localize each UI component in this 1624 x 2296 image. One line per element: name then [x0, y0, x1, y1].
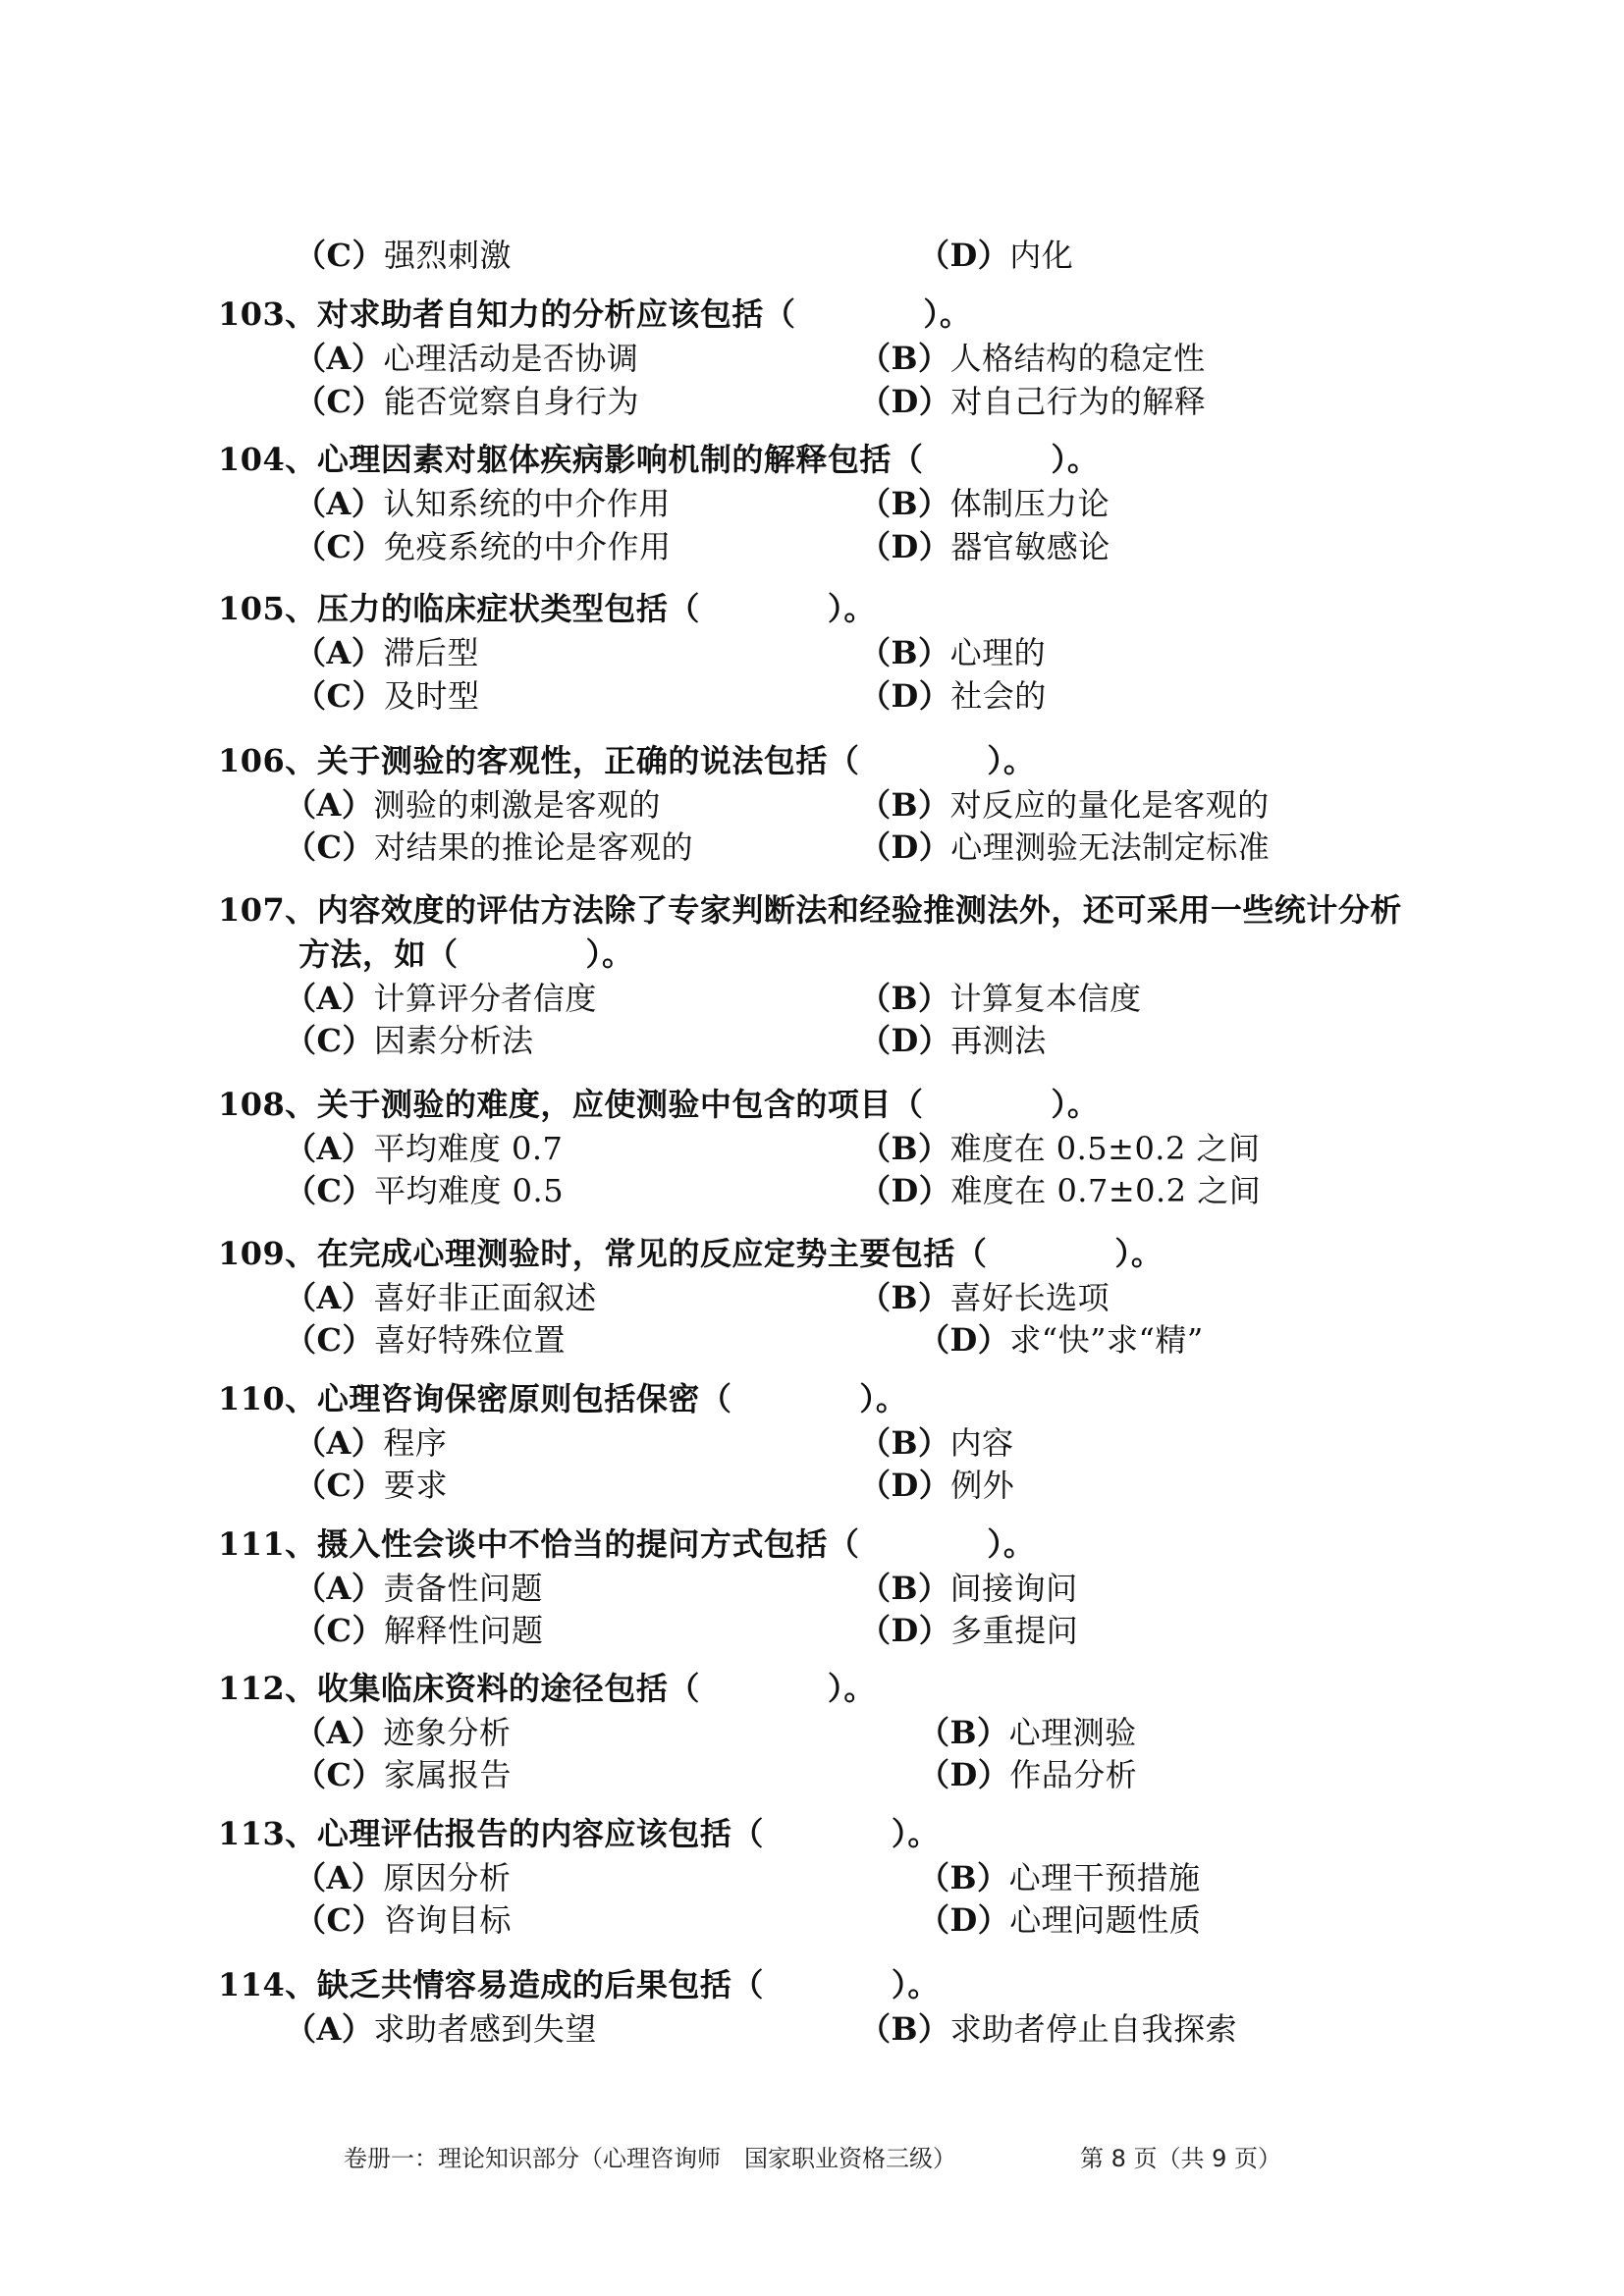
- question-111-option-d: [859, 1611, 1078, 1650]
- question-105-stem: [218, 589, 876, 628]
- footer-volume-title: 卷册一：理论知识部分（心理咨询师 国家职业资格三级）: [344, 2145, 956, 2172]
- question-112-option-d: [918, 1755, 1137, 1794]
- question-107-stem-continued: 方法，如（ ）。: [298, 935, 634, 973]
- option-text: 滞后型: [383, 634, 479, 671]
- question-109-option-a: [285, 1278, 597, 1317]
- question-104-stem: [218, 440, 1099, 479]
- question-number: 104、: [218, 441, 317, 478]
- question-stem-text: 心理因素对躯体疾病影响机制的解释包括（ ）。: [316, 441, 1100, 478]
- question-110-option-a: [295, 1423, 447, 1463]
- question-stem-text: 对求助者自知力的分析应该包括（ ）。: [316, 295, 972, 333]
- option-text: 程序: [383, 1424, 448, 1462]
- option-label: （A）: [285, 786, 374, 824]
- question-107-option-c: [285, 1021, 534, 1060]
- question-103-option-b: [859, 339, 1206, 378]
- question-107-stem: [218, 890, 1402, 930]
- question-112-option-c: [295, 1755, 512, 1794]
- question-number: 114、: [218, 1966, 317, 2003]
- option-label: （D）: [859, 828, 951, 866]
- option-label: （D）: [918, 1756, 1010, 1793]
- option-label: （B）: [859, 786, 950, 824]
- option-text: 内化: [1009, 237, 1074, 274]
- option-label: （C）: [295, 1467, 384, 1504]
- option-text: 平均难度 0.7: [373, 1130, 564, 1167]
- question-104-option-a: [295, 484, 671, 523]
- question-109-option-b: [859, 1278, 1110, 1317]
- question-108-option-b: [859, 1129, 1261, 1168]
- option-text: 咨询目标: [383, 1901, 512, 1939]
- option-label: （A）: [295, 340, 384, 377]
- option-label: （D）: [859, 528, 951, 565]
- question-stem-text: 收集临床资料的途径包括（ ）。: [316, 1670, 876, 1707]
- option-label: （A）: [295, 1859, 384, 1896]
- question-111-option-a: [295, 1569, 543, 1608]
- question-113-option-d: [918, 1900, 1201, 1940]
- option-text: 难度在 0.7±0.2 之间: [950, 1172, 1262, 1209]
- question-stem-text: 内容效度的评估方法除了专家判断法和经验推测法外，还可采用一些统计分析: [316, 891, 1402, 929]
- option-label: （D）: [859, 1172, 951, 1209]
- question-stem-text: 关于测验的难度，应使测验中包含的项目（ ）。: [316, 1086, 1100, 1123]
- option-label: （B）: [859, 340, 950, 377]
- option-label: （C）: [295, 1756, 384, 1793]
- option-label: （B）: [859, 980, 950, 1017]
- question-111-option-b: [859, 1569, 1078, 1608]
- option-label: （A）: [285, 2010, 374, 2048]
- option-label: （D）: [859, 677, 951, 715]
- question-stem-text: 心理咨询保密原则包括保密（ ）。: [316, 1380, 908, 1417]
- option-label: （C）: [295, 1612, 384, 1649]
- question-107-option-d: [859, 1021, 1047, 1060]
- option-label: （A）: [295, 485, 384, 522]
- question-111-stem: [218, 1524, 1035, 1564]
- option-label: （D）: [918, 1321, 1010, 1359]
- option-text: 喜好非正面叙述: [373, 1279, 597, 1316]
- option-text: 对反应的量化是客观的: [949, 786, 1270, 824]
- option-label: （B）: [859, 1424, 950, 1462]
- option-text: 及时型: [383, 677, 480, 715]
- question-111-option-c: [295, 1611, 544, 1650]
- question-104-option-d: [859, 527, 1110, 566]
- question-stem-text: 关于测验的客观性，正确的说法包括（ ）。: [316, 742, 1036, 779]
- question-104-option-b: [859, 484, 1110, 523]
- option-label: （D）: [918, 237, 1010, 274]
- question-number: 108、: [218, 1086, 317, 1123]
- question-105-option-b: [859, 633, 1046, 672]
- option-text: 测验的刺激是客观的: [373, 786, 661, 824]
- question-113-stem: [218, 1814, 940, 1853]
- question-113-option-a: [295, 1858, 511, 1897]
- option-text: 解释性问题: [383, 1612, 544, 1649]
- option-label: （A）: [295, 1714, 384, 1751]
- option-text: 计算评分者信度: [373, 980, 597, 1017]
- option-text: 求助者停止自我探索: [949, 2010, 1238, 2048]
- question-108-stem: [218, 1085, 1099, 1124]
- option-text: 心理测验无法制定标准: [950, 828, 1271, 866]
- option-text: 间接询问: [949, 1570, 1078, 1607]
- question-stem-text: 摄入性会谈中不恰当的提问方式包括（ ）。: [316, 1525, 1036, 1563]
- option-label: （C）: [285, 1321, 374, 1359]
- question-106-option-d: [859, 828, 1270, 867]
- option-label: （A）: [285, 980, 374, 1017]
- footer-page-number: 第 8 页（共 9 页）: [1080, 2145, 1282, 2172]
- question-103-stem: [218, 294, 971, 334]
- question-number: 112、: [218, 1670, 317, 1707]
- option-text: 社会的: [950, 677, 1047, 715]
- question-110-option-c: [295, 1466, 448, 1505]
- option-label: （B）: [859, 634, 950, 671]
- option-text: 内容: [949, 1424, 1014, 1462]
- option-text: 心理干预措施: [1008, 1859, 1201, 1896]
- question-104-option-c: [295, 527, 672, 566]
- question-106-option-b: [859, 785, 1270, 825]
- question-113-option-c: [295, 1900, 512, 1940]
- question-number: 107、: [218, 891, 317, 929]
- option-label: （C）: [295, 237, 384, 274]
- question-number: 113、: [218, 1815, 317, 1852]
- option-text: 作品分析: [1009, 1756, 1138, 1793]
- question-114-stem: [218, 1965, 940, 2004]
- question-110-stem: [218, 1379, 907, 1418]
- option-text: 原因分析: [383, 1859, 512, 1896]
- option-text: 迹象分析: [383, 1714, 512, 1751]
- option-text: 责备性问题: [383, 1570, 543, 1607]
- option-label: （D）: [859, 383, 951, 420]
- question-106-option-a: [285, 785, 661, 825]
- option-text: 因素分析法: [373, 1022, 534, 1059]
- option-text: 求“快”求“精”: [1009, 1321, 1204, 1359]
- question-108-option-d: [859, 1171, 1261, 1210]
- question-stem-text: 缺乏共情容易造成的后果包括（ ）。: [316, 1966, 940, 2003]
- question-105-option-d: [859, 676, 1047, 716]
- option-text: 对自己行为的解释: [950, 383, 1207, 420]
- option-text: 心理测验: [1008, 1714, 1137, 1751]
- question-114-option-a: [285, 2009, 597, 2049]
- question-number: 105、: [218, 590, 317, 627]
- option-text: 心理活动是否协调: [383, 340, 639, 377]
- option-label: （D）: [859, 1612, 951, 1649]
- option-text: 例外: [950, 1467, 1015, 1504]
- option-text: 心理问题性质: [1009, 1901, 1202, 1939]
- question-112-stem: [218, 1669, 876, 1708]
- option-label: （C）: [285, 1172, 374, 1209]
- option-label: （D）: [859, 1467, 951, 1504]
- option-text: 器官敏感论: [950, 528, 1110, 565]
- option-label: （C）: [295, 528, 384, 565]
- question-number: 103、: [218, 295, 317, 333]
- option-label: （A）: [285, 1279, 374, 1316]
- question-stem-text: 压力的临床症状类型包括（ ）。: [316, 590, 876, 627]
- question-110-option-d: [859, 1466, 1014, 1505]
- question-number: 106、: [218, 742, 317, 779]
- option-label: （A）: [285, 1130, 374, 1167]
- question-105-option-a: [295, 633, 479, 672]
- question-103-option-c: [295, 382, 639, 421]
- option-label: （B）: [859, 1570, 950, 1607]
- option-label: （B）: [859, 2010, 950, 2048]
- option-text: 心理的: [949, 634, 1047, 671]
- option-text: 计算复本信度: [949, 980, 1142, 1017]
- question-112-option-b: [918, 1713, 1137, 1752]
- option-text: 对结果的推论是客观的: [373, 828, 693, 866]
- question-107-option-a: [285, 979, 597, 1018]
- option-text: 能否觉察自身行为: [383, 383, 639, 420]
- option-text: 平均难度 0.5: [373, 1172, 565, 1209]
- option-label: （C）: [295, 1901, 384, 1939]
- option-text: 免疫系统的中介作用: [383, 528, 672, 565]
- prev-option-d: [918, 236, 1073, 275]
- option-label: （D）: [918, 1901, 1010, 1939]
- question-106-stem: [218, 741, 1035, 780]
- question-114-option-b: [859, 2009, 1237, 2049]
- option-label: （B）: [918, 1714, 1009, 1751]
- option-text: 体制压力论: [949, 485, 1110, 522]
- option-label: （C）: [285, 1022, 374, 1059]
- question-number: 111、: [218, 1525, 317, 1563]
- option-text: 喜好长选项: [949, 1279, 1110, 1316]
- option-label: （C）: [295, 383, 384, 420]
- option-label: （A）: [295, 1424, 384, 1462]
- option-text: 喜好特殊位置: [373, 1321, 566, 1359]
- option-text: 强烈刺激: [383, 237, 512, 274]
- question-stem-text: 心理评估报告的内容应该包括（ ）。: [316, 1815, 940, 1852]
- option-label: （D）: [859, 1022, 951, 1059]
- option-text: 难度在 0.5±0.2 之间: [949, 1130, 1261, 1167]
- question-113-option-b: [918, 1858, 1201, 1897]
- question-107-option-b: [859, 979, 1142, 1018]
- question-108-option-a: [285, 1129, 563, 1168]
- question-stem-text: 在完成心理测验时，常见的反应定势主要包括（ ）。: [316, 1235, 1164, 1272]
- option-text: 认知系统的中介作用: [383, 485, 671, 522]
- option-text: 家属报告: [383, 1756, 512, 1793]
- option-text: 再测法: [950, 1022, 1047, 1059]
- option-text: 多重提问: [950, 1612, 1079, 1649]
- option-label: （B）: [859, 1279, 950, 1316]
- question-number: 110、: [218, 1380, 317, 1417]
- question-number: 109、: [218, 1235, 317, 1272]
- option-label: （B）: [859, 1130, 950, 1167]
- question-109-option-d: [918, 1320, 1204, 1360]
- question-106-option-c: [285, 828, 693, 867]
- option-label: （B）: [859, 485, 950, 522]
- question-112-option-a: [295, 1713, 511, 1752]
- option-label: （C）: [295, 677, 384, 715]
- option-text: 要求: [383, 1467, 448, 1504]
- option-text: 求助者感到失望: [373, 2010, 597, 2048]
- option-label: （A）: [295, 1570, 384, 1607]
- question-105-option-c: [295, 676, 480, 716]
- option-label: （C）: [285, 828, 374, 866]
- option-label: （B）: [918, 1859, 1009, 1896]
- prev-option-c: [295, 236, 512, 275]
- question-109-option-c: [285, 1320, 566, 1360]
- question-108-option-c: [285, 1171, 564, 1210]
- question-109-stem: [218, 1234, 1163, 1273]
- question-103-option-a: [295, 339, 638, 378]
- question-110-option-b: [859, 1423, 1014, 1463]
- option-label: （A）: [295, 634, 384, 671]
- option-text: 人格结构的稳定性: [949, 340, 1206, 377]
- question-103-option-d: [859, 382, 1206, 421]
